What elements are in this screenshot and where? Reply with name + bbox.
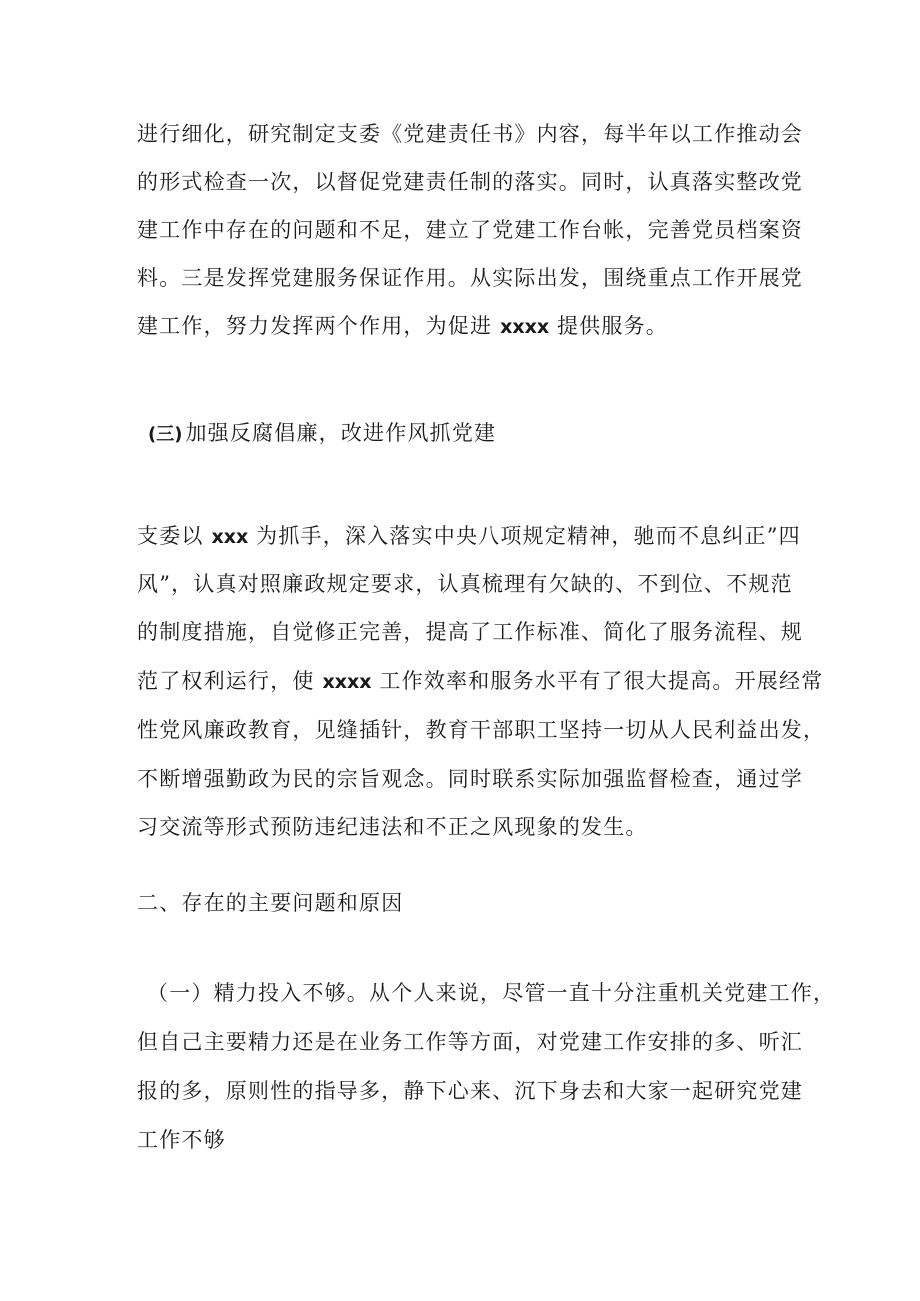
paragraph-line: 进行细化，研究制定支委《党建责任书》内容，每半年以工作推动会	[137, 122, 803, 146]
paragraph-line	[137, 526, 801, 547]
text-segment: 范了权利运行，使	[137, 669, 323, 693]
placeholder-text: xxxx	[322, 671, 372, 693]
placeholder-text: xxx	[211, 526, 249, 548]
paragraph-line	[137, 316, 668, 337]
paragraph-line: 性党风廉政教育，见缝插针，教育干部职工坚持一切从人民利益出发，	[137, 718, 826, 742]
paragraph-line: 风”，认真对照廉政规定要求，认真梳理有欠缺的、不到位、不规范	[137, 572, 793, 596]
text-segment: 为抓手，深入落实中央八项规定精神，驰而不息纠正”四	[248, 524, 801, 548]
paragraph-line: 习交流等形式预防违纪违法和不正之风现象的发生。	[137, 815, 648, 839]
paragraph-line: 报的多，原则性的指导多，静下心来、沉下身去和大家一起研究党建	[137, 1079, 803, 1103]
paragraph-line: 建工作中存在的问题和不足，建立了党建工作台帐，完善党员档案资	[137, 218, 803, 242]
paragraph-line: 不断增强勤政为民的宗旨观念。同时联系实际加强监督检查，通过学	[137, 767, 803, 791]
text-segment: 支委以	[137, 524, 212, 548]
section-number: (三)	[148, 424, 183, 445]
text-segment: 建工作，努力发挥两个作用，为促进	[137, 314, 501, 338]
section-heading-two: 二、存在的主要问题和原因	[137, 891, 404, 915]
paragraph-line: 料。三是发挥党建服务保证作用。从实际出发，围绕重点工作开展党	[137, 266, 803, 290]
text-segment: 工作效率和服务水平有了很大提高。开展经常	[371, 669, 824, 693]
placeholder-text: xxxx	[500, 316, 550, 338]
paragraph-line: 的形式检查一次，以督促党建责任制的落实。同时，认真落实整改党	[137, 170, 803, 194]
paragraph-line: 工作不够	[137, 1128, 226, 1152]
paragraph-line: （一）精力投入不够。从个人来说，尽管一直十分注重机关党建工作，	[147, 981, 836, 1005]
section-title: 加强反腐倡廉，改进作风抓党建	[185, 421, 497, 445]
paragraph-line	[137, 671, 823, 692]
paragraph-line: 但自己主要精力还是在业务工作等方面，对党建工作安排的多、听汇	[137, 1030, 803, 1054]
text-segment: 提供服务。	[549, 314, 668, 338]
section-heading-3	[148, 423, 496, 444]
paragraph-line: 的制度措施，自觉修正完善，提高了工作标准、简化了服务流程、规	[137, 620, 803, 644]
